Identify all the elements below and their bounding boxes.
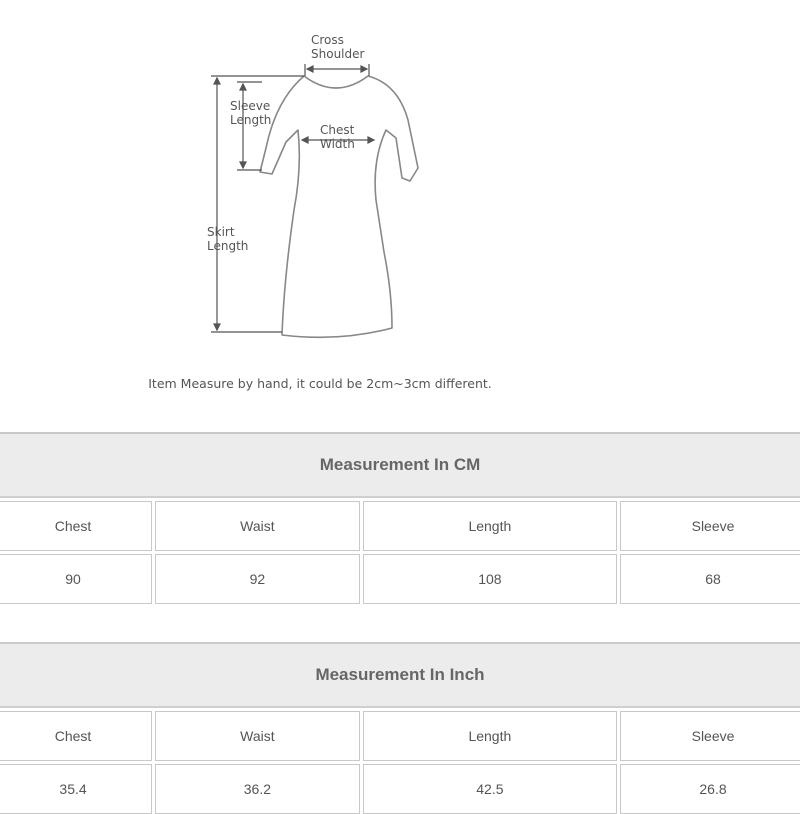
table-row	[0, 764, 800, 814]
value-length: 108	[363, 554, 617, 604]
value-sleeve: 68	[620, 554, 800, 604]
cross-shoulder-label-line2: Shoulder	[311, 47, 365, 61]
sleeve-length-label-line1: Sleeve	[230, 99, 271, 113]
cross-shoulder-label-line1: Cross	[311, 33, 344, 47]
value-length: 42.5	[363, 764, 617, 814]
value-chest: 90	[0, 554, 152, 604]
measurement-table-inch	[0, 642, 800, 814]
table-header-row	[0, 711, 800, 761]
header-waist: Waist	[155, 711, 360, 761]
skirt-length-label-line1: Skirt	[207, 225, 235, 239]
measurement-table-cm	[0, 432, 800, 604]
value-chest: 35.4	[0, 764, 152, 814]
chest-width-label-line2: Width	[320, 137, 355, 151]
value-waist: 92	[155, 554, 360, 604]
chest-width-label-line1: Chest	[320, 123, 355, 137]
cross-shoulder-arrow	[305, 64, 369, 76]
sleeve-length-label-line2: Length	[230, 113, 272, 127]
header-chest: Chest	[0, 501, 152, 551]
table-title-inch: Measurement In Inch	[0, 642, 800, 708]
measurement-note: Item Measure by hand, it could be 2cm~3cm different.	[148, 376, 492, 391]
header-sleeve: Sleeve	[620, 501, 800, 551]
header-waist: Waist	[155, 501, 360, 551]
header-length: Length	[363, 501, 617, 551]
header-chest: Chest	[0, 711, 152, 761]
dress-outline	[260, 76, 418, 337]
table-row	[0, 554, 800, 604]
table-header-row	[0, 501, 800, 551]
value-waist: 36.2	[155, 764, 360, 814]
table-title-cm: Measurement In CM	[0, 432, 800, 498]
skirt-length-label-line2: Length	[207, 239, 249, 253]
header-sleeve: Sleeve	[620, 711, 800, 761]
value-sleeve: 26.8	[620, 764, 800, 814]
header-length: Length	[363, 711, 617, 761]
